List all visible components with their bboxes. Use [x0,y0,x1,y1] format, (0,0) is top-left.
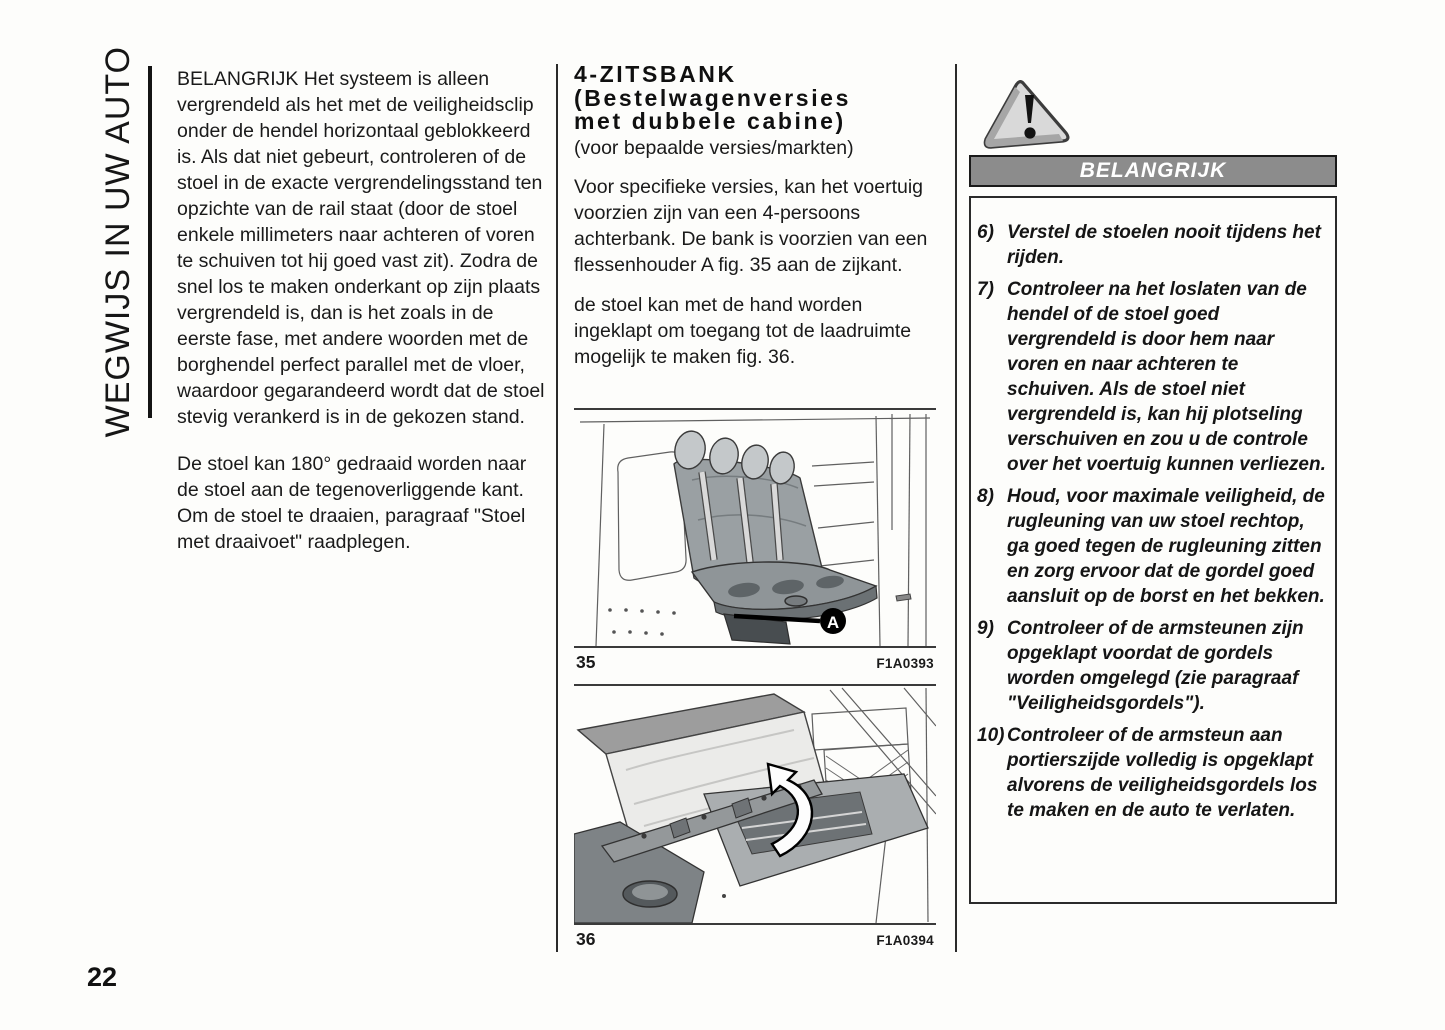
figure-code: F1A0394 [876,933,934,948]
section-heading-line: met dubbele cabine) [574,108,846,134]
warning-item [977,277,1331,477]
figure-35 [574,408,936,673]
column-divider [955,64,957,952]
figure-number: 36 [576,929,596,949]
chapter-title-vertical [90,46,146,438]
warning-header-text: BELANGRIJK [1079,159,1227,182]
body-paragraph: BELANGRIJK Het systeem is alleen vergrendeld als het met de veiligheidsclip onder de hendel horizontaal geblokkeerd is. Als dat niet gebeurt, controleren of de stoel in de exacte vergrendelingsstand ten opzichte van de rail staat (door de stoel enkele millimeters naar achteren of voren te schuiven tot hij goed vast zit). Zodra de snel los te maken onderkant op zijn plaats vergrendeld is, dan is het zoals in de eerste fase, met andere woorden met de borghendel perfect parallel met de vloer, waardoor gegarandeerd wordt dat de stoel stevig verankerd is in de gekozen stand. [177,68,545,428]
item-number: 9) [977,618,994,639]
left-column [177,66,545,576]
warning-item [977,484,1331,609]
section-heading [574,63,940,134]
column-divider [556,64,558,952]
figure-code: F1A0393 [876,656,934,671]
figure-36 [574,684,936,950]
item-text: Controleer na het loslaten van de hendel of de stoel goed vergrendeld is door hem naar voren en naar achteren te schuiven. Als de stoel niet vergrendeld is, kan hij plotseling verschuiven en zou u de controle over het voertuig kunnen verliezen. [1007,279,1326,475]
warning-item [977,220,1331,270]
section-heading-line: 4-ZITSBANK [574,61,737,87]
body-paragraph: de stoel kan met de hand worden ingeklapt om toegang tot de laadruimte mogelijk te maken fig. 36. [574,293,912,368]
page-number: 22 [87,962,118,992]
item-number: 7) [977,279,994,300]
chapter-title-text: WEGWIJS IN UW AUTO [98,46,137,438]
item-number: 10) [977,725,1005,746]
section-subtitle: (voor bepaalde versies/markten) [574,136,854,159]
chapter-title-rule [148,66,152,418]
warning-item [977,616,1331,716]
figure-36-illustration-folded-bench [574,686,936,923]
middle-column [574,63,940,370]
item-number: 6) [977,222,994,243]
item-text: Verstel de stoelen nooit tijdens het rijden. [1007,222,1321,268]
item-number: 8) [977,486,994,507]
warning-header-bar [969,155,1337,187]
section-heading-line: (Bestelwagenversies [574,84,851,111]
item-text: Controleer of de armsteun aan portierszijde volledig is opgeklapt alvorens de veiligheidsgordels los te maken en de auto te verlaten. [1007,725,1318,821]
item-text: Houd, voor maximale veiligheid, de rugleuning van uw stoel rechtop, ga goed tegen de rugleuning zitten en zorg ervoor dat de gordel goed aansluit op de borst en het bekken. [1007,486,1325,607]
body-paragraph: De stoel kan 180° gedraaid worden naar de stoel aan de tegenoverliggende kant. Om de stoel te draaien, paragraaf "Stoel met draaivoet" raadplegen. [177,453,527,553]
warning-list-box [969,196,1337,904]
figure-number: 35 [576,652,596,672]
warning-triangle-icon [977,77,1073,151]
callout-a-badge [820,608,846,634]
svg-text:A: A [826,613,840,632]
figure-35-illustration-bench-seat [574,410,936,646]
body-paragraph: Voor specifieke versies, kan het voertuig voorzien zijn van een 4-persoons achterbank. De bank is voorzien van een flessenhouder A fig. 35 aan de zijkant. [574,175,928,276]
warning-item [977,723,1331,823]
item-text: Controleer of de armsteunen zijn opgeklapt voordat de gordels worden omgelegd (zie paragraaf "Veiligheidsgordels"). [1007,618,1304,714]
